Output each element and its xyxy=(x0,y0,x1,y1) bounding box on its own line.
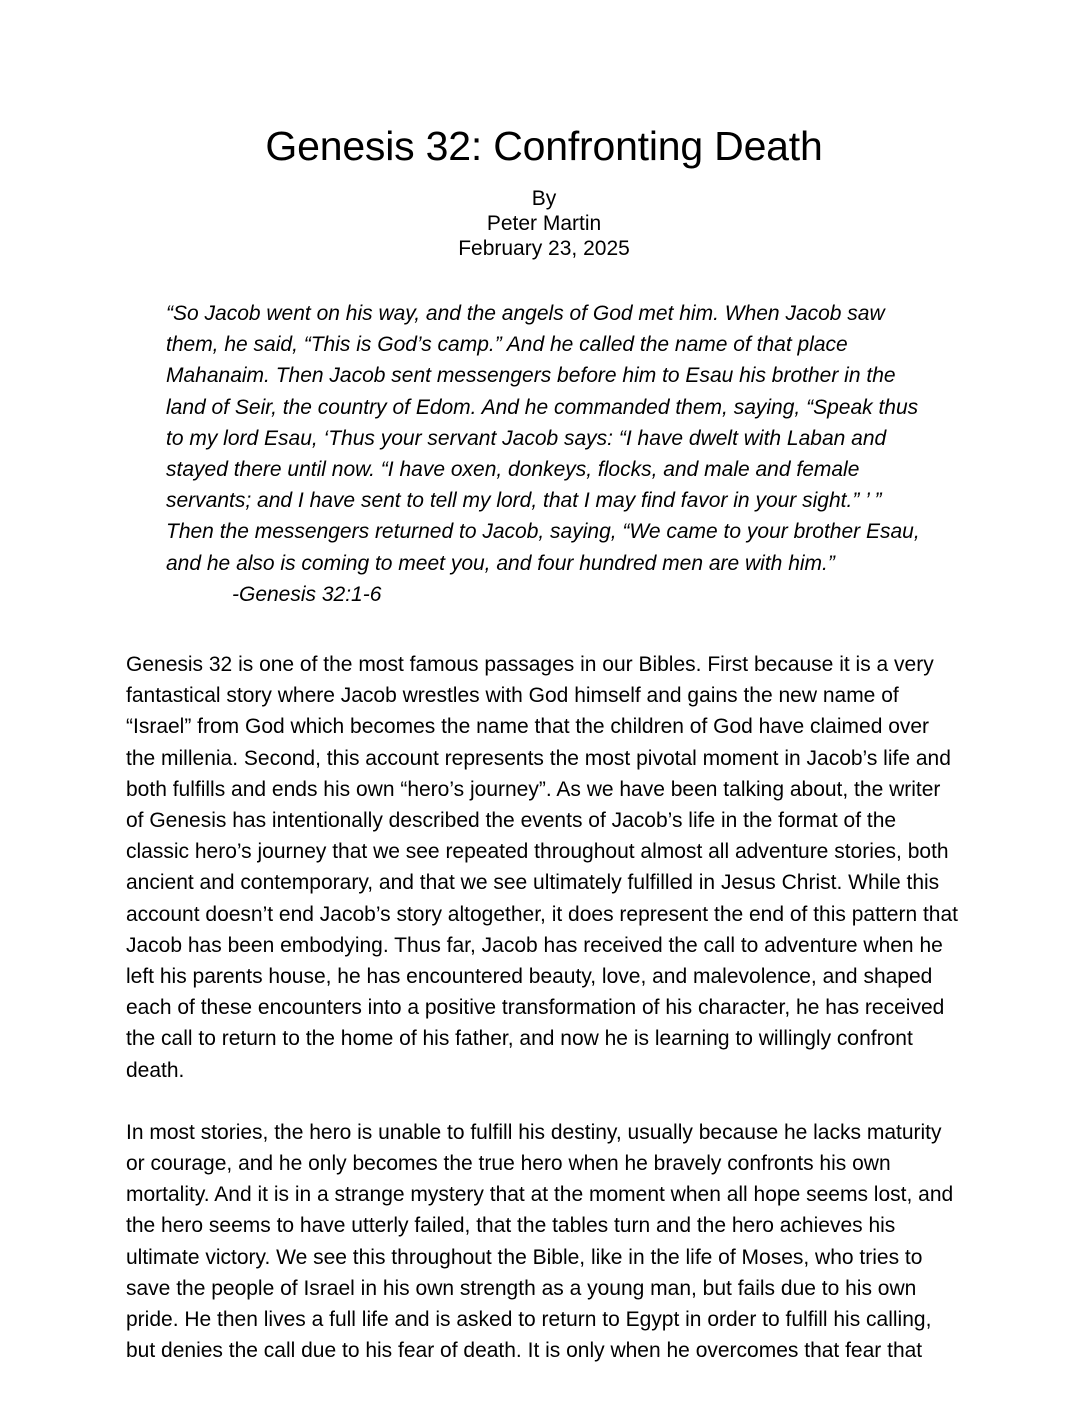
body-paragraph: In most stories, the hero is unable to fulfill his destiny, usually because he lacks maturity or courage, and he only becomes the true hero when he bravely confronts his own mortality. And it is in a strange mystery that at the moment when all hope seems lost, and the hero seems to have utterly failed, that the tables turn and the hero achieves his ultimate victory. We see this throughout the Bible, like in the life of Moses, who tries to save the people of Israel in his own strength as a young man, but fails due to his own pride. He then lives a full life and is asked to return to Egypt in order to fulfill his calling, but denies the call due to his fear of death. It is only when he overcomes that fear that xyxy=(126,1120,954,1363)
scripture-quote-text: “So Jacob went on his way, and the angels of God met him. When Jacob saw them, he said, “This is God’s camp.” And he called the name of that place Mahanaim. Then Jacob sent messengers before him to Esau his brother in the land of Seir, the country of Edom. And he commanded them, saying, “Speak thus to my lord Esau, ‘Thus your servant Jacob says: “I have dwelt with Laban and stayed there until now. “I have oxen, donkeys, flocks, and male and female servants; and I have sent to tell my lord, that I may find favor in your sight.” ’ ” Then the messengers returned to Jacob, saying, “We came to your brother Esau, and he also is coming to meet you, and four hundred men are with him.” xyxy=(166,302,920,575)
scripture-quote-block xyxy=(166,298,922,610)
scripture-quote-citation: -Genesis 32:1-6 xyxy=(232,582,382,606)
byline-date: February 23, 2025 xyxy=(458,237,630,260)
byline-author: Peter Martin xyxy=(486,212,602,235)
document-content xyxy=(126,0,962,1367)
body-paragraph: Genesis 32 is one of the most famous passages in our Bibles. First because it is a very fantastical story where Jacob wrestles with God himself and gains the new name of “Israel” from God which becomes the name that the children of God have claimed over the millenia. Second, this account represents the most pivotal moment in Jacob’s life and both fulfills and ends his own “hero’s journey”. As we have been talking about, the writer of Genesis has intentionally described the events of Jacob’s life in the format of the classic hero’s journey that we see repeated throughout almost all adventure stories, both ancient and contemporary, and that we see ultimately fulfilled in Jesus Christ. While this account doesn’t end Jacob’s story altogether, it does represent the end of this pattern that Jacob has been embodying. Thus far, Jacob has received the call to adventure when he left his parents house, he has encountered beauty, love, and malevolence, and shaped each of these encounters into a positive transformation of his character, he has received the call to return to the home of his father, and now he is learning to willingly confront death. xyxy=(126,653,958,1082)
page-title: Genesis 32: Confronting Death xyxy=(265,123,823,169)
byline-block xyxy=(126,186,962,261)
byline-by-label: By xyxy=(531,187,557,210)
